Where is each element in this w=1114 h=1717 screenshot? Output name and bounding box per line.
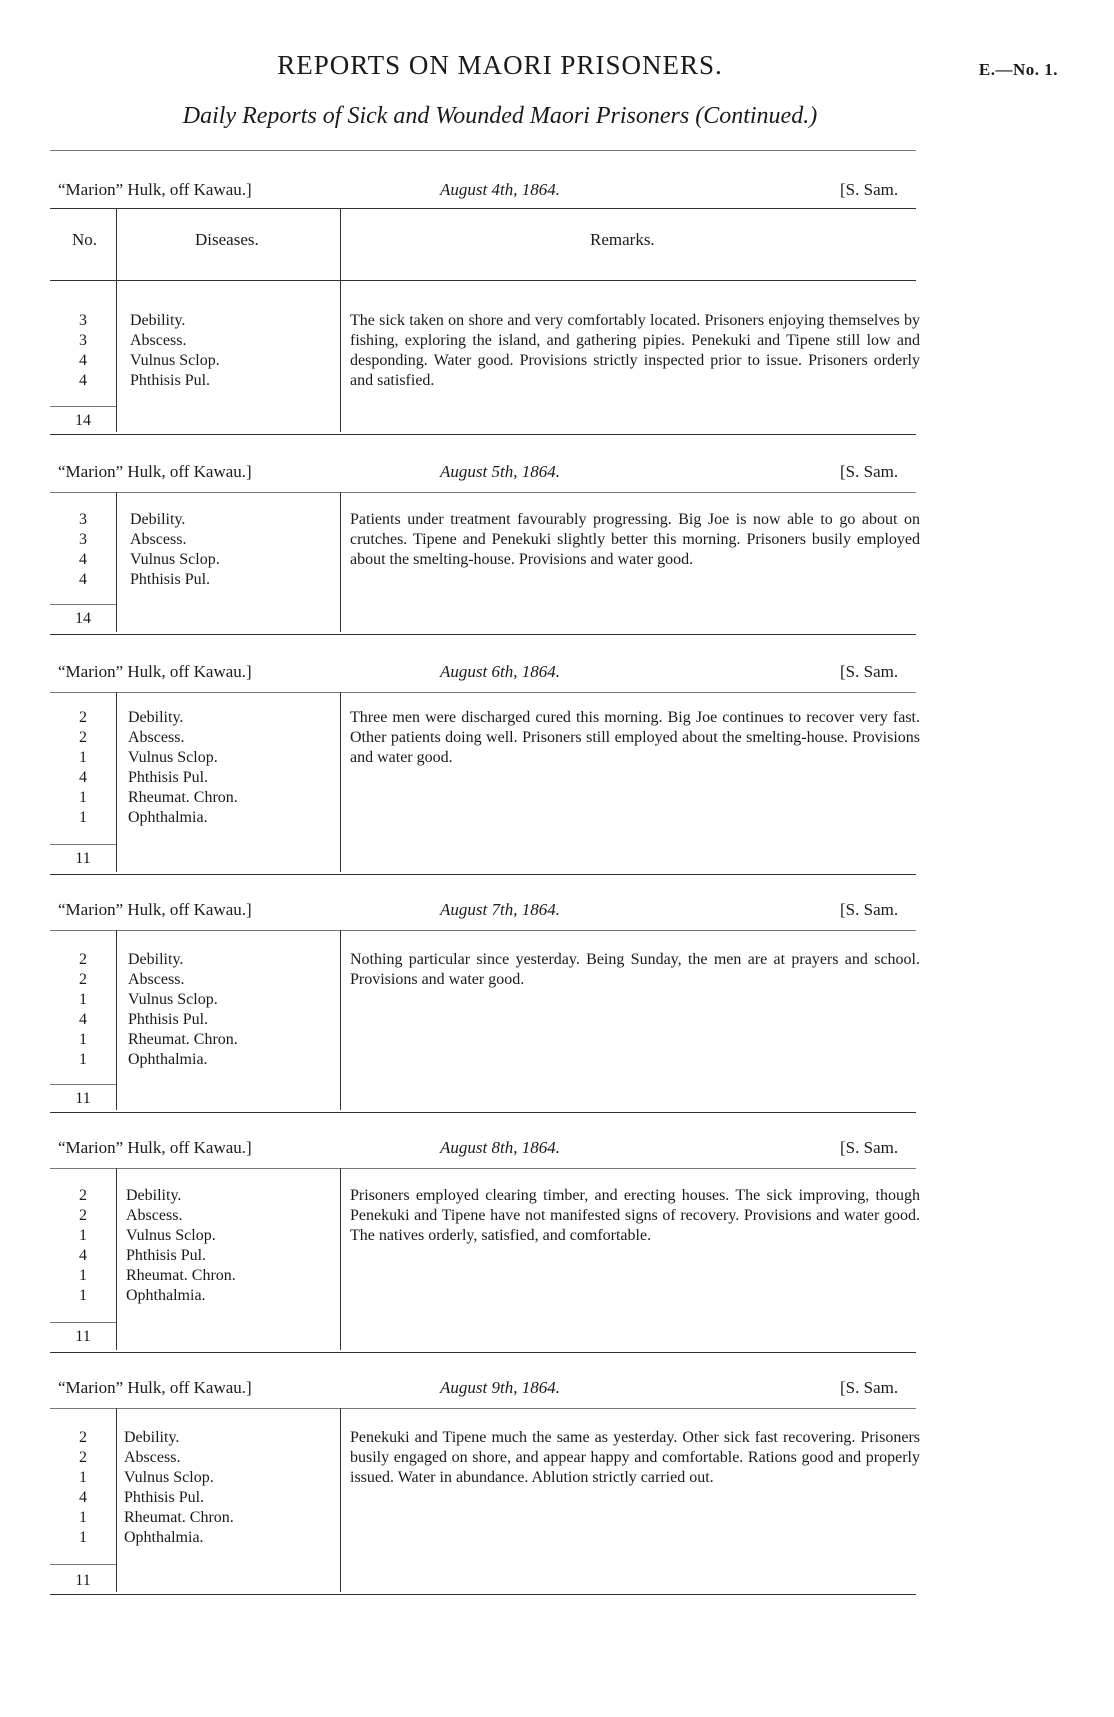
count-cell: 2 bbox=[79, 709, 87, 726]
count-cell: 1 bbox=[79, 789, 87, 806]
total-rule bbox=[50, 1564, 116, 1565]
report-ship: “Marion” Hulk, off Kawau.] bbox=[58, 462, 252, 481]
diseases-column bbox=[124, 1428, 234, 1548]
disease-cell: Debility. bbox=[130, 312, 186, 329]
column-divider bbox=[116, 1168, 117, 1350]
count-cell: 2 bbox=[79, 1449, 87, 1466]
total-count: 11 bbox=[75, 1090, 91, 1107]
disease-cell: Vulnus Sclop. bbox=[128, 749, 218, 766]
count-cell: 3 bbox=[79, 511, 87, 528]
header-divider-rule bbox=[50, 692, 916, 693]
report-signature: [S. Sam. bbox=[840, 1138, 899, 1157]
count-cell: 1 bbox=[79, 1509, 87, 1526]
total-rule bbox=[50, 1084, 116, 1085]
disease-cell: Rheumat. Chron. bbox=[124, 1509, 234, 1526]
report-end-rule bbox=[50, 874, 916, 875]
total-rule bbox=[50, 604, 116, 605]
count-column bbox=[50, 510, 116, 590]
count-cell: 1 bbox=[79, 1051, 87, 1068]
disease-cell: Abscess. bbox=[124, 1449, 181, 1466]
count-cell: 1 bbox=[79, 749, 87, 766]
report-end-rule bbox=[50, 1112, 916, 1113]
disease-cell: Vulnus Sclop. bbox=[126, 1227, 216, 1244]
total-count: 11 bbox=[75, 1572, 91, 1589]
count-cell: 1 bbox=[79, 1227, 87, 1244]
diseases-column bbox=[130, 311, 220, 391]
report-signature: [S. Sam. bbox=[840, 900, 899, 919]
remarks-text: Patients under treatment favourably progressing. Big Joe is now able to go about on crutches. Tipene and Penekuki slightly better this morning. Prisoners busily employed about the smelting-house. Provisions and water good. bbox=[350, 511, 920, 568]
report-date: August 5th, 1864. bbox=[440, 462, 560, 481]
count-cell: 4 bbox=[79, 1489, 87, 1506]
report-date: August 6th, 1864. bbox=[440, 662, 560, 681]
total-count: 14 bbox=[75, 610, 91, 627]
disease-cell: Debility. bbox=[130, 511, 186, 528]
column-divider bbox=[116, 208, 117, 432]
page-title: REPORTS ON MAORI PRISONERS. bbox=[277, 50, 723, 80]
disease-cell: Phthisis Pul. bbox=[130, 372, 211, 389]
report-end-rule bbox=[50, 634, 916, 635]
report-ship: “Marion” Hulk, off Kawau.] bbox=[58, 1138, 252, 1157]
count-column bbox=[50, 950, 116, 1070]
disease-cell: Vulnus Sclop. bbox=[124, 1469, 214, 1486]
disease-cell: Rheumat. Chron. bbox=[126, 1267, 236, 1284]
count-cell: 2 bbox=[79, 971, 87, 988]
count-column bbox=[50, 311, 116, 391]
disease-cell: Phthisis Pul. bbox=[124, 1489, 205, 1506]
count-cell: 3 bbox=[79, 312, 87, 329]
count-cell: 4 bbox=[79, 551, 87, 568]
report-end-rule bbox=[50, 1352, 916, 1353]
column-divider bbox=[340, 492, 341, 632]
count-column bbox=[50, 708, 116, 828]
disease-cell: Debility. bbox=[128, 951, 184, 968]
title-rule bbox=[50, 150, 916, 151]
diseases-column bbox=[128, 708, 238, 828]
disease-cell: Phthisis Pul. bbox=[126, 1247, 207, 1264]
report-end-rule bbox=[50, 434, 916, 435]
count-cell: 1 bbox=[79, 1469, 87, 1486]
count-cell: 2 bbox=[79, 1429, 87, 1446]
report-date: August 8th, 1864. bbox=[440, 1138, 560, 1157]
count-column bbox=[50, 1428, 116, 1548]
report-date: August 7th, 1864. bbox=[440, 900, 560, 919]
column-divider bbox=[116, 930, 117, 1110]
remarks-text: The sick taken on shore and very comfortably located. Prisoners enjoying themselves by fishing, exploring the island, and gathering pipies. Penekuki and Tipene still low and desponding. Water good. Provisions strictly inspected prior to issue. Prisoners orderly and satisfied. bbox=[350, 312, 920, 389]
disease-cell: Rheumat. Chron. bbox=[128, 789, 238, 806]
count-cell: 2 bbox=[79, 729, 87, 746]
disease-cell: Vulnus Sclop. bbox=[130, 352, 220, 369]
report-ship: “Marion” Hulk, off Kawau.] bbox=[58, 662, 252, 681]
count-cell: 1 bbox=[79, 1267, 87, 1284]
disease-cell: Abscess. bbox=[130, 332, 187, 349]
disease-cell: Phthisis Pul. bbox=[130, 571, 211, 588]
remarks-text: Prisoners employed clearing timber, and erecting houses. The sick improving, though Penekuki and Tipene have not manifested signs of recovery. Provisions and water good. The natives orderly, satisfied, and comfortable. bbox=[350, 1187, 920, 1244]
column-divider bbox=[340, 930, 341, 1110]
disease-cell: Ophthalmia. bbox=[126, 1287, 206, 1304]
diseases-column bbox=[126, 1186, 236, 1306]
disease-cell: Abscess. bbox=[128, 729, 185, 746]
column-divider bbox=[340, 1408, 341, 1592]
disease-cell: Debility. bbox=[128, 709, 184, 726]
report-ship: “Marion” Hulk, off Kawau.] bbox=[58, 180, 252, 199]
total-rule bbox=[50, 844, 116, 845]
count-cell: 4 bbox=[79, 571, 87, 588]
total-rule bbox=[50, 406, 116, 407]
disease-cell: Ophthalmia. bbox=[124, 1529, 204, 1546]
header-divider-rule bbox=[50, 930, 916, 931]
table-top-rule bbox=[50, 208, 916, 209]
disease-cell: Phthisis Pul. bbox=[128, 769, 209, 786]
report-signature: [S. Sam. bbox=[840, 180, 899, 199]
document-reference: E.—No. 1. bbox=[978, 60, 1058, 79]
diseases-column bbox=[130, 510, 220, 590]
count-cell: 1 bbox=[79, 1287, 87, 1304]
disease-cell: Abscess. bbox=[128, 971, 185, 988]
disease-cell: Rheumat. Chron. bbox=[128, 1031, 238, 1048]
page-subtitle: Daily Reports of Sick and Wounded Maori Prisoners (Continued.) bbox=[182, 103, 818, 129]
count-cell: 1 bbox=[79, 1031, 87, 1048]
count-cell: 4 bbox=[79, 352, 87, 369]
report-ship: “Marion” Hulk, off Kawau.] bbox=[58, 1378, 252, 1397]
report-signature: [S. Sam. bbox=[840, 662, 899, 681]
column-divider bbox=[340, 1168, 341, 1350]
count-cell: 1 bbox=[79, 809, 87, 826]
disease-cell: Ophthalmia. bbox=[128, 1051, 208, 1068]
remarks-text: Penekuki and Tipene much the same as yesterday. Other sick fast recovering. Prisoners busily engaged on shore, and appear happy and comfortable. Rations good and properly issued. Water in abundance. Ablution strictly carried out. bbox=[350, 1429, 920, 1486]
disease-cell: Ophthalmia. bbox=[128, 809, 208, 826]
header-divider-rule bbox=[50, 1408, 916, 1409]
column-divider bbox=[116, 692, 117, 872]
disease-cell: Vulnus Sclop. bbox=[130, 551, 220, 568]
report-end-rule bbox=[50, 1594, 916, 1595]
column-divider bbox=[116, 492, 117, 632]
count-cell: 4 bbox=[79, 1247, 87, 1264]
column-header-remarks: Remarks. bbox=[590, 230, 655, 249]
count-cell: 2 bbox=[79, 1187, 87, 1204]
report-date: August 4th, 1864. bbox=[440, 180, 560, 199]
diseases-column bbox=[128, 950, 238, 1070]
column-header-no: No. bbox=[72, 230, 98, 249]
total-count: 11 bbox=[75, 850, 91, 867]
total-count: 11 bbox=[75, 1328, 91, 1345]
disease-cell: Abscess. bbox=[130, 531, 187, 548]
disease-cell: Vulnus Sclop. bbox=[128, 991, 218, 1008]
count-cell: 4 bbox=[79, 372, 87, 389]
count-cell: 3 bbox=[79, 332, 87, 349]
column-divider bbox=[116, 1408, 117, 1592]
remarks-text: Three men were discharged cured this morning. Big Joe continues to recover very fast. Other patients doing well. Prisoners still employed about the smelting-house. Provisions and water good. bbox=[350, 709, 920, 766]
remarks-text: Nothing particular since yesterday. Being Sunday, the men are at prayers and school. Provisions and water good. bbox=[350, 951, 920, 988]
count-cell: 1 bbox=[79, 1529, 87, 1546]
total-count: 14 bbox=[75, 412, 91, 429]
header-divider-rule bbox=[50, 492, 916, 493]
count-cell: 2 bbox=[79, 951, 87, 968]
report-date: August 9th, 1864. bbox=[440, 1378, 560, 1397]
total-rule bbox=[50, 1322, 116, 1323]
count-cell: 4 bbox=[79, 1011, 87, 1028]
count-cell: 2 bbox=[79, 1207, 87, 1224]
header-divider-rule bbox=[50, 1168, 916, 1169]
disease-cell: Debility. bbox=[124, 1429, 180, 1446]
count-cell: 4 bbox=[79, 769, 87, 786]
column-header-diseases: Diseases. bbox=[195, 230, 259, 249]
report-signature: [S. Sam. bbox=[840, 1378, 899, 1397]
report-ship: “Marion” Hulk, off Kawau.] bbox=[58, 900, 252, 919]
disease-cell: Phthisis Pul. bbox=[128, 1011, 209, 1028]
count-cell: 3 bbox=[79, 531, 87, 548]
header-divider-rule bbox=[50, 280, 916, 281]
disease-cell: Debility. bbox=[126, 1187, 182, 1204]
column-divider bbox=[340, 692, 341, 872]
count-cell: 1 bbox=[79, 991, 87, 1008]
column-divider bbox=[340, 208, 341, 432]
report-signature: [S. Sam. bbox=[840, 462, 899, 481]
disease-cell: Abscess. bbox=[126, 1207, 183, 1224]
count-column bbox=[50, 1186, 116, 1306]
